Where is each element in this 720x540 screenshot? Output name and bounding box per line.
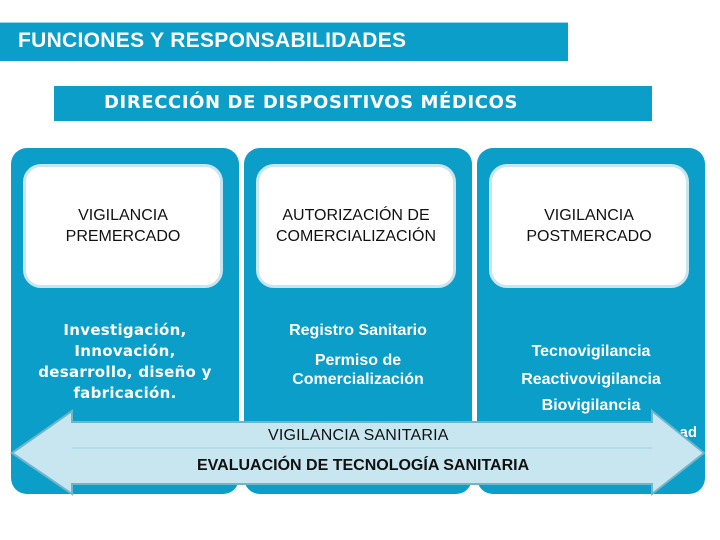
heading-premercado: VIGILANCIA PREMERCADO <box>65 207 181 245</box>
item-registro-sanitario: Registro Sanitario <box>289 322 427 339</box>
page-subtitle: DIRECCIÓN DE DISPOSITIVOS MÉDICOS <box>104 92 519 113</box>
arrow-label-evaluacion-tecnologia: EVALUACIÓN DE TECNOLOGÍA SANITARIA <box>197 457 530 474</box>
premercado-description: Investigación, Innovación, desarrollo, diseño y fabricación. <box>38 321 212 402</box>
heading-postmercado: VIGILANCIA POSTMERCADO <box>526 207 652 245</box>
page-title: FUNCIONES Y RESPONSABILIDADES <box>18 29 407 52</box>
heading-comercializacion: AUTORIZACIÓN DE COMERCIALIZACIÓN <box>275 207 436 245</box>
item-biovigilancia: Biovigilancia <box>541 397 641 414</box>
double-arrow <box>12 411 704 494</box>
item-truncated-ad: ad <box>679 424 697 441</box>
item-permiso-comercializacion: Permiso de Comercialización <box>292 352 424 388</box>
item-tecnovigilancia: Tecnovigilancia <box>531 343 651 360</box>
item-reactivovigilancia: Reactivovigilancia <box>521 371 661 388</box>
arrow-label-vigilancia-sanitaria: VIGILANCIA SANITARIA <box>268 427 449 444</box>
